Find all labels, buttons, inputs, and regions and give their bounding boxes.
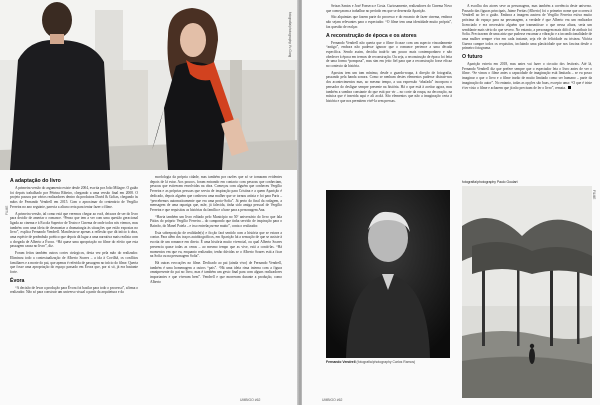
paragraph: morfologia da própria cidade, mas também por razões que só se tornaram evidentes depois de lá estar. Aos poucos, foram entrando em contacto com pessoas que conheciam, pessoas que estiveram envolvidas na obra. Começou com alguém que conheceu Vergílio Ferreira e as próprias pessoas que serviu de inspiração para Cristina e a quem Aparição é dedicado, depois alguém que conheceu uma mulher que se tornou artista e foi para Paris – “percebemos automaticamente que era uma proto-Sofia”. Já perto do final da rodagem, a mensagem de uma rapariga que, mãe, já falecida, tinha sido amiga pessoal de Vergílio Ferreira e que requisitou as histórias da família e a base para a personagem Ana. xyxy=(150,175,282,212)
paragraph: Seixas Santos e José Fonseca e Costa. Curiosamente, realizadores do Cinema Novo que começaram a trabalhar no período em que se desenrola Aparição. xyxy=(326,4,452,13)
director-portrait-photo xyxy=(326,190,450,358)
paragraph: “A decisão de levar a produção para Évora foi basilar para todo o processo”, afirma o realizador. Não só para construir um universo visual a partir da arquitetura e da xyxy=(10,285,138,295)
left-page xyxy=(0,0,298,405)
landscape-photo-caption: fotografia/photography Paulo Goulart xyxy=(462,180,518,184)
text-column-4 xyxy=(462,4,592,92)
paragraph: Apostou tem um tom mínimo, desde o guarda-roupa, à direção de fotografia, passando pela banda sonora. Como se nenhum destes elementos pudesse distrair-nos dos acontecimentos mas, ao mesmo tempo, a sua expressão “abafada” incorpora o pensador do desligue sempre presente na história. Há o que está à aceitar agora, mas também a sombra constante do que está por vir – no corte da roupa, na decoração, na música que é inserida aqui e ali acolá. São elementos que não a imaginação certa à história e que nos permitem vivê-la sem pressas. xyxy=(326,70,452,103)
film-still-photo xyxy=(0,0,298,170)
photo-credit-vertical: fotografia/photography Yu Gong xyxy=(288,12,292,58)
section-label-left: FILME xyxy=(5,205,9,215)
paragraph: A escolha dos atores seve as personagens, mas também a coerência deste universo. Passado das figuras principais, Jaime Freitas (Alberto) foi o primeiro nome que ocorreu à Vendrell ao ler o guião. Embora a imagem austera de Vergílio Ferreira estiva muito próxima do espaço para na personagem, a verdade é que Alberto era um realizador licenciado e era necessário alguém que transmitisse o que nessa altura, seria um semblante mais sério do que severo. No entanto, a personagem mais difícil de atribuir foi Sofia. Precisavam de uma atriz que pudesse encarnar a vibração e a incondicionalidade de uma mulher sempre viva em cada instante, seja ele de felicidade ou tristeza. Vitória Guerra cumpre todos os requisitos, incluindo uma plasticidade que nos fascina desde o primeiro fotograma. xyxy=(462,4,592,51)
paragraph: “Havia também um livro editado pelo Município no 50º aniversário do livro que fala Pátios do próprio Vergílio Ferreira – do campondo que tinha servido de inspiração para o Bairrão, do Manel Patela – e isso entrelaçou-me muito”, conta o realizador. xyxy=(150,214,282,229)
section-label-right: FILME xyxy=(592,190,596,200)
portrait-caption-credit: (fotografia/photography Carlos Ramos) xyxy=(356,360,416,364)
paragraph: Esta sobreposição de realidade(s) e ficção fará sentido com a história que se estava a contar. Para além dos traços autobiográficos, em Aparição há a sensação de que se assiste à escrita de um romance em direto. É uma história muito vivencial, ou qual Alberto Soares presencia quase todas as cenas – ao mesmo tempo que as vive, está a contá-las. “Há momentos em que eu, enquanto realizador, tenho dúvidas se o Alberto Soares está a ficar na Sofia ou na personagem Sofia”. xyxy=(150,230,282,259)
text-column-1 xyxy=(10,175,138,297)
paragraph: Há outras evocações no filme. Dedicado ao pai (ainda vivo) de Fernando Vendrell, também é uma homenagem a outros “pais”. “Há uma ideia rima interna com a figura omnipresente do pai no livro, mas é também um gesto final para com alguns realizadores importantes e que viveram bem”. Vendrell e que morreram durante a produção, como Alberto xyxy=(150,260,282,284)
right-page xyxy=(302,0,600,405)
page-folio-left: UMBIGO #62 xyxy=(240,398,261,402)
paragraph xyxy=(462,62,592,90)
paragraph: Fernando Vendrell não queria que o filme ficasse com um aspecto vincadamente “antigo”, embora não pudesse ignorar que o romance pertence a uma década específica. Sendo assim, decidiu tratá-lo um pouco mais contemporâneo e não obedecer à época em termos de reconstrução. Ou seja, a reconstrução de época foi feita de uma forma “pomposa”, mas sim em jeito fiel para que a reconstrução fosse eficaz no contexto da história. xyxy=(326,40,452,69)
paragraph: São alquimias que fazem parte do processo e do encanto de fazer cinema, embora não sejam relevantes para o espectador. “O filme tem uma identidade muito própria”, faz questão de realçar. xyxy=(326,15,452,29)
heading-adaptacao: A adaptação do livro xyxy=(10,178,61,184)
text-column-2 xyxy=(150,175,282,286)
paragraph: A primeira versão, tal como está que veremos chegar ao ecrã, deixava de ser do livro para decidir de ameriar o romance. “Penso que tem a ver com uma questão geracional ligada ao cinema e à Escola Superior de Teatro e Cinema de onde todos nós viemos, mas também com uma ideia de desmontar a dramaturgia às situações que estão expostas no livro”, explica Fernando Vendrell. Manifesta-se apenas a reflexão que dá início à obra, uma espécie de preâmbulo poético que depois dá lugar a uma narrativa mais realista com a chegada de Alberto a Évora. “Há quase uma apropriação no filme do efeito que esta passagem causa no livro”, diz. xyxy=(10,211,138,249)
portrait-caption xyxy=(326,360,456,364)
landscape-photo xyxy=(462,186,592,398)
portrait-caption-name: Fernando Vendrell xyxy=(326,360,356,364)
page-folio-right: UMBIGO #62 xyxy=(322,398,343,402)
heading-reconstrucao: A reconstrução de época e os atores xyxy=(326,32,417,39)
heading-futuro: O futuro xyxy=(462,54,483,61)
end-mark xyxy=(568,86,571,89)
text-column-3 xyxy=(326,4,452,106)
heading-evora: Évora xyxy=(10,277,25,284)
paragraph: A primeira versão do argumento existe desde 2004, escrita por João Milagre. O guião foi depois trabalhado por Pétrina Ribeiro, chegando a uma versão final em 2008. O projeto passou por vários realizadores dentro da produtora David & Golias, chegando às mãos de Fernando Vendrell em 2015. Com o aproximar do centenário de Vergílio Ferreira no ano seguinte, parecia a altura certa para tentar fazer o filme. xyxy=(10,186,138,209)
paragraph-text: Aparição estreia em 2018, mas antes vai fazer o circuito dos festivais. Até lá, Fernando Vendrell diz que prefere sempre que o espectador leia o livro antes de ver o filme. “Se vimos o filme antes a capacidade de imaginação está limitada – se eu posso imaginar o que o livro e o filme trarão de muito limitado como ser humano – parte da imaginação do autor”. No entanto, todas as opções são boas, excepto uma: “O que é triste é ter visto o filme e acharem que já não precisam de ler o livro”, remata. xyxy=(462,62,592,90)
paragraph: Foram feitos também outros cortes cirúrgicos, desta vez pela mão do realizador. Eliminou todo a contextualização de Alberto Soares – a ida à Covilhã, os conflitos familiares e a morte do pai, que apenas é referida de passagem no início do filme. Queria que fosse uma apropriação do espaço passado em Évora que, por si só, já era bastante forte. xyxy=(10,251,138,274)
